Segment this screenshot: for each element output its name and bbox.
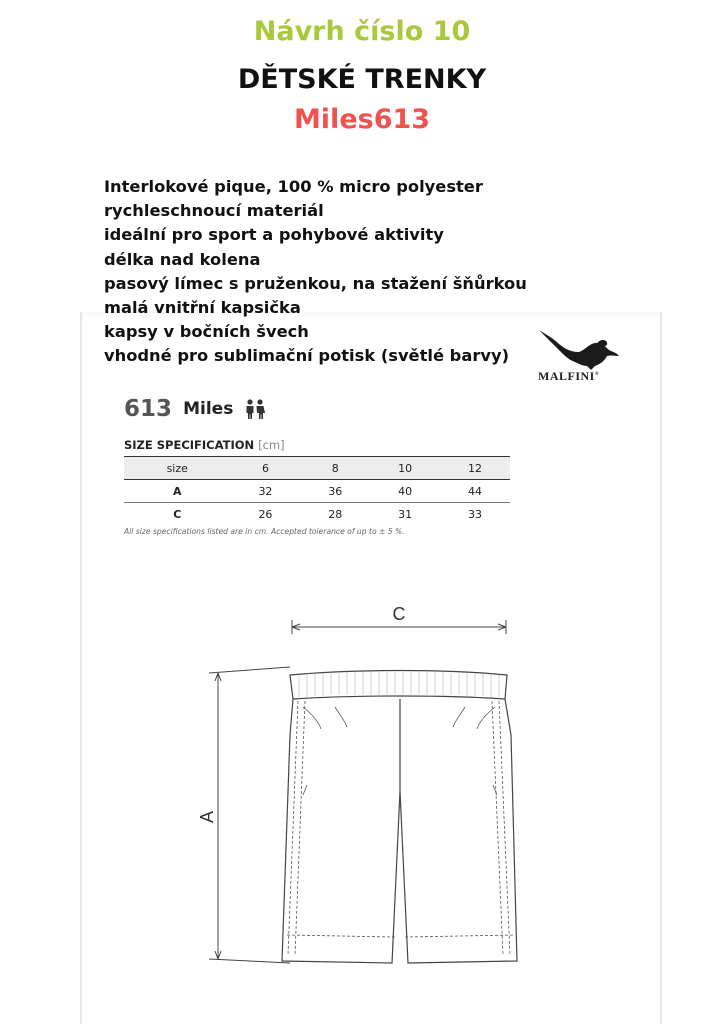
column-header: 10 <box>398 461 413 475</box>
feature-item: ideální pro sport a pohybové aktivity <box>104 225 444 245</box>
shorts-body <box>282 699 517 963</box>
column-header: size <box>166 461 188 475</box>
feature-item: Interlokové pique, 100 % micro polyester <box>104 177 483 196</box>
model-line <box>124 396 266 426</box>
row-label: C <box>173 507 182 521</box>
spec-heading-text: SIZE SPECIFICATION <box>124 438 255 452</box>
table-cell: 26 <box>258 507 273 521</box>
brand-logo-text <box>538 369 628 384</box>
column-header: 8 <box>331 461 339 475</box>
table-cell: 36 <box>328 484 343 498</box>
width-label-c: C <box>392 604 406 624</box>
model-name: Miles <box>183 399 234 419</box>
table-cell: 44 <box>468 484 483 498</box>
registered-mark: ® <box>594 372 600 377</box>
table-header-row <box>124 457 510 480</box>
table-cell: 31 <box>398 507 413 521</box>
kids-icon <box>244 398 266 420</box>
feature-item: malá vnitřní kapsička <box>104 298 301 318</box>
feature-item: vhodné pro sublimační potisk (světlé barvy) <box>104 346 510 366</box>
feature-item: rychleschnoucí materiál <box>104 201 324 221</box>
feature-item: pasový límec s pruženkou, na stažení šňůrkou <box>104 273 527 293</box>
feature-list <box>104 175 527 369</box>
model-code: 613 <box>124 396 173 422</box>
shorts-technical-drawing <box>195 595 525 975</box>
column-header: 6 <box>261 461 269 475</box>
spec-note: All size specifications listed are in cm. Accepted tolerance of up to ± 5 %. <box>124 527 405 536</box>
brand-name: MALFINI <box>538 369 595 383</box>
table-cell: 32 <box>258 484 273 498</box>
spec-unit: [cm] <box>258 438 285 452</box>
size-table <box>124 456 510 525</box>
design-number: Návrh číslo 10 <box>253 16 471 47</box>
feature-item: kapsy v bočních švech <box>104 322 309 342</box>
spec-heading <box>124 438 285 452</box>
table-cell: 40 <box>398 484 413 498</box>
product-code: Miles613 <box>293 104 431 135</box>
table-row <box>124 503 510 526</box>
row-label: A <box>173 484 182 498</box>
table-cell: 28 <box>328 507 343 521</box>
feature-item: délka nad kolena <box>104 249 261 269</box>
table-cell: 33 <box>468 507 483 521</box>
product-title: DĚTSKÉ TRENKY <box>237 64 487 95</box>
length-label-a: A <box>197 810 217 824</box>
table-row <box>124 480 510 503</box>
column-header: 12 <box>468 461 483 475</box>
waistband <box>290 671 507 700</box>
